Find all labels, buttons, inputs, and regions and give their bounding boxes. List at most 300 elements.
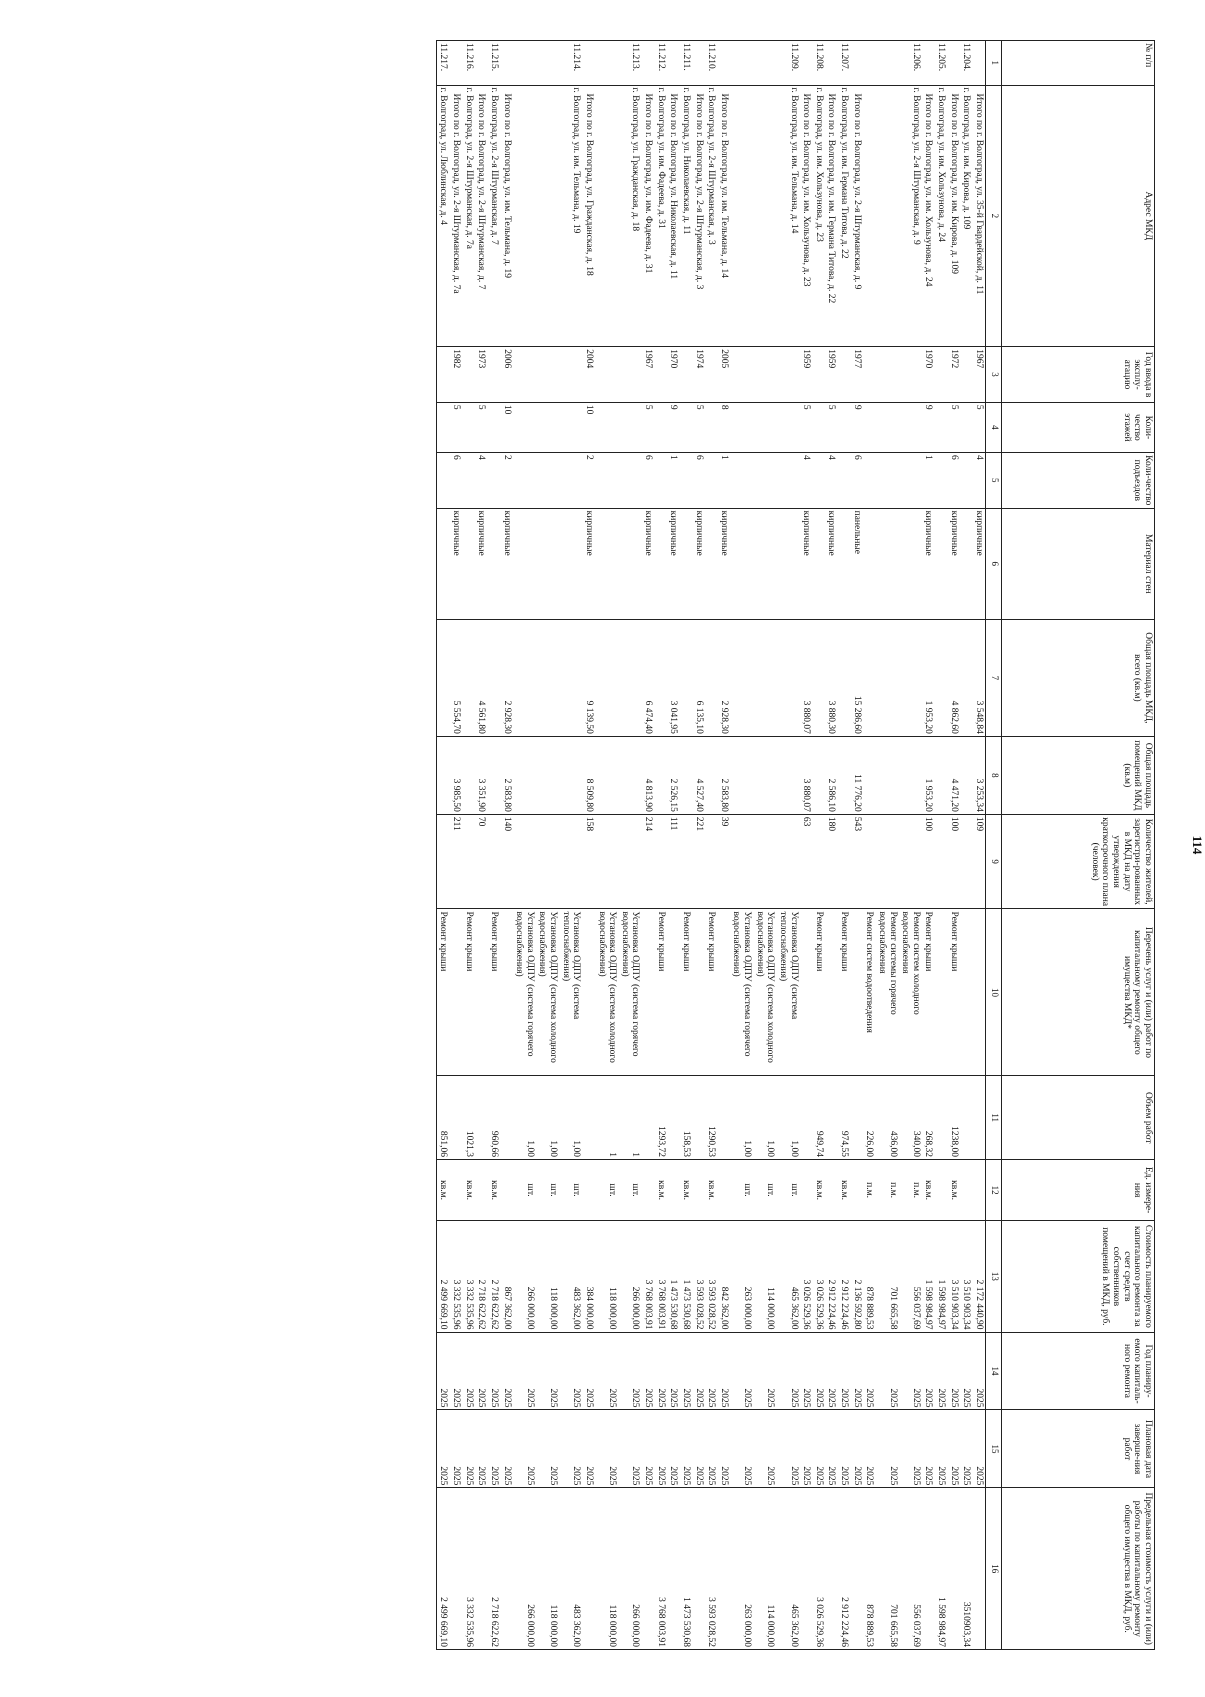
- cell-limit-cost: 2 499 669,10: [436, 1488, 449, 1650]
- cell-completion-year: 2025: [679, 1410, 692, 1488]
- cell-residents: [960, 814, 973, 909]
- cell-row-number: [475, 41, 488, 86]
- cell-year-built: 1970: [667, 347, 680, 403]
- cell-total-area: [436, 619, 449, 736]
- cell-entrances: [595, 452, 618, 508]
- cell-total-area: 6 135,10: [692, 619, 705, 736]
- cell-year-built: [753, 347, 776, 403]
- cell-row-number: [800, 41, 813, 86]
- cell-residents: 543: [850, 814, 863, 909]
- cell-entrances: [559, 452, 582, 508]
- cell-floors: [705, 402, 718, 452]
- cell-entrances: 2: [500, 452, 513, 508]
- cell-completion-year: 2025: [559, 1410, 582, 1488]
- table-row: [436, 41, 449, 1650]
- cell-wall-material: [618, 508, 641, 619]
- cell-entrances: 4: [800, 452, 813, 508]
- cell-residents: [462, 814, 475, 909]
- cell-floors: [863, 402, 876, 452]
- cell-unit: кв.м.: [679, 1159, 692, 1220]
- cell-repair-year: 2025: [812, 1332, 825, 1410]
- cell-floors: [753, 402, 776, 452]
- table-row: [935, 41, 948, 1650]
- cell-repair-year: 2025: [863, 1332, 876, 1410]
- cell-limit-cost: 1 598 984,97: [935, 1488, 948, 1650]
- cell-entrances: 4: [972, 452, 985, 508]
- cell-limit-cost: 701 665,58: [875, 1488, 898, 1650]
- cell-work-type: Ремонт крыши: [812, 909, 825, 1076]
- cell-floors: 9: [667, 402, 680, 452]
- cell-premises-area: [679, 736, 692, 814]
- col-header: Перечень услуг и (или) работ по капитальному ремонту общего имущества МКД*: [1002, 909, 1155, 1076]
- cell-work-type: [972, 909, 985, 1076]
- cell-repair-year: 2025: [513, 1332, 536, 1410]
- cell-year-built: 2006: [500, 347, 513, 403]
- cell-limit-cost: [582, 1488, 595, 1650]
- cell-entrances: [753, 452, 776, 508]
- cell-total-area: [730, 619, 753, 736]
- table-row: [654, 41, 667, 1650]
- cell-row-number: [947, 41, 960, 86]
- cell-total-area: 15 286,60: [850, 619, 863, 736]
- cell-row-number: 11.212.: [654, 41, 667, 86]
- cell-work-volume: 1: [595, 1076, 618, 1160]
- cell-cost: 3 510 903,34: [947, 1221, 960, 1332]
- cell-total-area: [899, 619, 922, 736]
- cell-work-volume: 949,74: [812, 1076, 825, 1160]
- cell-premises-area: 4 471,20: [947, 736, 960, 814]
- cell-total-area: 3 041,95: [667, 619, 680, 736]
- cell-year-built: [436, 347, 449, 403]
- cell-unit: кв.м.: [947, 1159, 960, 1220]
- cell-total-area: 4 862,60: [947, 619, 960, 736]
- cell-cost: 118 000,00: [536, 1221, 559, 1332]
- cell-work-type: [475, 909, 488, 1076]
- column-number: 4: [986, 402, 1002, 452]
- cell-premises-area: 4 527,40: [692, 736, 705, 814]
- cell-year-built: 1977: [850, 347, 863, 403]
- cell-premises-area: [559, 736, 582, 814]
- cell-premises-area: 3 880,07: [800, 736, 813, 814]
- cell-work-type: Ремонт системы горячего водоснабжения: [875, 909, 898, 1076]
- cell-repair-year: 2025: [462, 1332, 475, 1410]
- cell-entrances: [875, 452, 898, 508]
- cell-repair-year: 2025: [947, 1332, 960, 1410]
- cell-work-volume: 158,53: [679, 1076, 692, 1160]
- cell-cost: 384 000,00: [582, 1221, 595, 1332]
- cell-entrances: 6: [850, 452, 863, 508]
- cell-entrances: 4: [475, 452, 488, 508]
- cell-floors: [595, 402, 618, 452]
- cell-total-area: [513, 619, 536, 736]
- cell-limit-cost: [667, 1488, 680, 1650]
- cell-total-area: [679, 619, 692, 736]
- cell-floors: 5: [450, 402, 463, 452]
- cell-work-volume: 1,00: [513, 1076, 536, 1160]
- cell-work-volume: 1,00: [730, 1076, 753, 1160]
- cell-residents: 109: [972, 814, 985, 909]
- cell-completion-year: 2025: [513, 1410, 536, 1488]
- cell-floors: [654, 402, 667, 452]
- cell-year-built: 2005: [717, 347, 730, 403]
- cell-year-built: 1959: [800, 347, 813, 403]
- cell-entrances: [679, 452, 692, 508]
- cell-completion-year: 2025: [812, 1410, 825, 1488]
- cell-total-area: [462, 619, 475, 736]
- cell-wall-material: панельные: [850, 508, 863, 619]
- cell-residents: 63: [800, 814, 813, 909]
- cell-address: г. Волгоград, ул. им. Кирова, д. 109: [960, 85, 973, 347]
- cell-year-built: [462, 347, 475, 403]
- cell-wall-material: [863, 508, 876, 619]
- cell-cost: 2 912 224,46: [838, 1221, 851, 1332]
- cell-work-volume: 1,00: [776, 1076, 799, 1160]
- cell-address: [513, 85, 536, 347]
- cell-entrances: [462, 452, 475, 508]
- cell-cost: 266 000,00: [618, 1221, 641, 1332]
- cell-row-number: [536, 41, 559, 86]
- cell-cost: 556 037,69: [899, 1221, 922, 1332]
- table-row: [838, 41, 851, 1650]
- cell-total-area: [654, 619, 667, 736]
- cell-residents: [730, 814, 753, 909]
- cell-wall-material: кирпичные: [922, 508, 935, 619]
- cell-floors: [812, 402, 825, 452]
- cell-wall-material: кирпичные: [450, 508, 463, 619]
- cell-residents: 214: [642, 814, 655, 909]
- cell-address: г. Волгоград, ул. им. Хользунова, д. 24: [935, 85, 948, 347]
- cell-cost: 3 026 529,36: [812, 1221, 825, 1332]
- table-row: [679, 41, 692, 1650]
- cell-row-number: [513, 41, 536, 86]
- cell-entrances: [776, 452, 799, 508]
- table-row-total: [800, 41, 813, 1650]
- cell-residents: [899, 814, 922, 909]
- cell-premises-area: [536, 736, 559, 814]
- table-row: [812, 41, 825, 1650]
- cell-wall-material: [730, 508, 753, 619]
- cell-entrances: 6: [642, 452, 655, 508]
- cell-completion-year: 2025: [850, 1410, 863, 1488]
- cell-wall-material: [838, 508, 851, 619]
- cell-floors: 9: [850, 402, 863, 452]
- cell-limit-cost: [642, 1488, 655, 1650]
- cell-limit-cost: 266 000,00: [618, 1488, 641, 1650]
- cell-repair-year: 2025: [800, 1332, 813, 1410]
- cell-completion-year: 2025: [730, 1410, 753, 1488]
- cell-total-area: [618, 619, 641, 736]
- cell-row-number: [642, 41, 655, 86]
- cell-repair-year: 2025: [850, 1332, 863, 1410]
- cell-residents: [812, 814, 825, 909]
- cell-residents: 39: [717, 814, 730, 909]
- cell-wall-material: кирпичные: [582, 508, 595, 619]
- cell-completion-year: 2025: [972, 1410, 985, 1488]
- cell-row-number: 11.208.: [812, 41, 825, 86]
- cell-unit: кв.м.: [838, 1159, 851, 1220]
- cell-cost: 2 499 669,10: [436, 1221, 449, 1332]
- cell-work-volume: 226,00: [863, 1076, 876, 1160]
- cell-year-built: [776, 347, 799, 403]
- column-number: 8: [986, 736, 1002, 814]
- cell-work-volume: 436,00: [875, 1076, 898, 1160]
- cell-floors: 5: [692, 402, 705, 452]
- cell-unit: [642, 1159, 655, 1220]
- cell-repair-year: 2025: [667, 1332, 680, 1410]
- table-row: [776, 41, 799, 1650]
- cell-unit: кв.м.: [922, 1159, 935, 1220]
- cell-total-area: 3 880,07: [800, 619, 813, 736]
- cell-wall-material: [899, 508, 922, 619]
- cell-premises-area: 8 509,80: [582, 736, 595, 814]
- cell-floors: [776, 402, 799, 452]
- cell-address: Итого по г. Волгоград, ул. им. Хользунова, д. 23: [800, 85, 813, 347]
- rotated-page: [55, 40, 1205, 1650]
- cell-cost: 3 026 529,36: [800, 1221, 813, 1332]
- cell-work-type: [935, 909, 948, 1076]
- cell-unit: кв.м.: [436, 1159, 449, 1220]
- cell-unit: шт.: [513, 1159, 536, 1220]
- cell-cost: 2 136 592,80: [850, 1221, 863, 1332]
- cell-total-area: [705, 619, 718, 736]
- cell-total-area: [595, 619, 618, 736]
- cell-total-area: [812, 619, 825, 736]
- cell-limit-cost: [450, 1488, 463, 1650]
- col-header: Объем работ: [1002, 1076, 1155, 1160]
- cell-residents: [618, 814, 641, 909]
- cell-cost: 3 593 028,52: [692, 1221, 705, 1332]
- cell-entrances: [436, 452, 449, 508]
- column-number: 3: [986, 347, 1002, 403]
- cell-repair-year: 2025: [960, 1332, 973, 1410]
- cell-completion-year: 2025: [863, 1410, 876, 1488]
- cell-year-built: [595, 347, 618, 403]
- cell-floors: 10: [582, 402, 595, 452]
- cell-limit-cost: 556 037,69: [899, 1488, 922, 1650]
- cell-cost: 3 768 003,91: [654, 1221, 667, 1332]
- col-header: Коли-чество этажей: [1002, 402, 1155, 452]
- cell-cost: 842 362,00: [717, 1221, 730, 1332]
- cell-work-volume: [850, 1076, 863, 1160]
- cell-wall-material: [812, 508, 825, 619]
- column-number: 13: [986, 1221, 1002, 1332]
- cell-entrances: 4: [825, 452, 838, 508]
- cell-wall-material: [776, 508, 799, 619]
- cell-residents: [875, 814, 898, 909]
- cell-work-type: Установка ОДПУ (система горячего водоснабжения): [730, 909, 753, 1076]
- cell-premises-area: 2 583,80: [717, 736, 730, 814]
- cell-work-volume: [667, 1076, 680, 1160]
- cell-work-type: [642, 909, 655, 1076]
- cell-address: г. Волгоград, ул. 2-я Штурманская, д. 7а: [462, 85, 475, 347]
- cell-total-area: [838, 619, 851, 736]
- cell-work-volume: [935, 1076, 948, 1160]
- table-row-total: [667, 41, 680, 1650]
- cell-residents: 111: [667, 814, 680, 909]
- cell-row-number: 11.204.: [960, 41, 973, 86]
- cell-premises-area: [960, 736, 973, 814]
- cell-repair-year: 2025: [717, 1332, 730, 1410]
- col-header: Коли-чество подъездов: [1002, 452, 1155, 508]
- cell-address: [753, 85, 776, 347]
- cell-address: [536, 85, 559, 347]
- cell-cost: 878 889,53: [863, 1221, 876, 1332]
- cell-completion-year: 2025: [618, 1410, 641, 1488]
- cell-limit-cost: [825, 1488, 838, 1650]
- column-number: 11: [986, 1076, 1002, 1160]
- cell-cost: 263 000,00: [730, 1221, 753, 1332]
- cell-wall-material: [654, 508, 667, 619]
- cell-residents: 158: [582, 814, 595, 909]
- cell-floors: 5: [642, 402, 655, 452]
- cell-floors: 5: [947, 402, 960, 452]
- cell-work-type: [500, 909, 513, 1076]
- cell-cost: 118 000,00: [595, 1221, 618, 1332]
- cell-residents: [776, 814, 799, 909]
- cell-repair-year: 2025: [487, 1332, 500, 1410]
- cell-work-type: Ремонт систем водоотведения: [863, 909, 876, 1076]
- cell-limit-cost: [500, 1488, 513, 1650]
- cell-work-type: [850, 909, 863, 1076]
- cell-residents: [863, 814, 876, 909]
- cell-address: [595, 85, 618, 347]
- col-header: Стоимость планируемого капитального ремонта за счет средств собственников помещений в МКД, руб.: [1002, 1221, 1155, 1332]
- cell-completion-year: 2025: [654, 1410, 667, 1488]
- cell-address: г. Волгоград, ул. Гражданская, д. 18: [618, 85, 641, 347]
- cell-year-built: [875, 347, 898, 403]
- cell-work-volume: 1021,3: [462, 1076, 475, 1160]
- cell-row-number: 11.214.: [559, 41, 582, 86]
- cell-completion-year: 2025: [753, 1410, 776, 1488]
- cell-unit: кв.м.: [487, 1159, 500, 1220]
- cell-premises-area: [705, 736, 718, 814]
- cell-work-type: Установка ОДПУ (система теплоснабжения): [559, 909, 582, 1076]
- cell-premises-area: [753, 736, 776, 814]
- cell-limit-cost: [850, 1488, 863, 1650]
- cell-work-volume: 340,00: [899, 1076, 922, 1160]
- cell-work-type: Установка ОДПУ (система горячего водоснабжения): [513, 909, 536, 1076]
- cell-floors: [462, 402, 475, 452]
- column-number: 10: [986, 909, 1002, 1076]
- cell-limit-cost: 263 000,00: [730, 1488, 753, 1650]
- cell-address: Итого по г. Волгоград, ул. им. Германа Титова, д. 22: [825, 85, 838, 347]
- cell-row-number: [595, 41, 618, 86]
- cell-floors: [436, 402, 449, 452]
- cell-total-area: 5 554,70: [450, 619, 463, 736]
- column-number: 2: [986, 85, 1002, 347]
- cell-limit-cost: 3 026 529,36: [812, 1488, 825, 1650]
- cell-unit: [450, 1159, 463, 1220]
- cell-total-area: [559, 619, 582, 736]
- column-number-row: [986, 41, 1002, 1650]
- cell-wall-material: кирпичные: [947, 508, 960, 619]
- cell-wall-material: [705, 508, 718, 619]
- cell-total-area: 6 474,40: [642, 619, 655, 736]
- cell-limit-cost: 1 473 530,68: [679, 1488, 692, 1650]
- cell-row-number: [863, 41, 876, 86]
- cell-repair-year: 2025: [753, 1332, 776, 1410]
- cell-row-number: [450, 41, 463, 86]
- cell-premises-area: [513, 736, 536, 814]
- cell-completion-year: 2025: [825, 1410, 838, 1488]
- cell-cost: 2 172 440,90: [972, 1221, 985, 1332]
- table-row: [462, 41, 475, 1650]
- cell-year-built: [838, 347, 851, 403]
- cell-work-volume: [582, 1076, 595, 1160]
- cell-floors: [487, 402, 500, 452]
- cell-limit-cost: 465 362,00: [776, 1488, 799, 1650]
- cell-row-number: [972, 41, 985, 86]
- cell-completion-year: 2025: [899, 1410, 922, 1488]
- cell-repair-year: 2025: [475, 1332, 488, 1410]
- cell-wall-material: кирпичные: [972, 508, 985, 619]
- table-row: [863, 41, 876, 1650]
- cell-work-type: Установка ОДПУ (система горячего водоснабжения): [618, 909, 641, 1076]
- table-row: [536, 41, 559, 1650]
- cell-entrances: [812, 452, 825, 508]
- capital-repair-table: [436, 40, 1155, 1650]
- table-row: [559, 41, 582, 1650]
- table-row-total: [475, 41, 488, 1650]
- cell-residents: 180: [825, 814, 838, 909]
- cell-work-type: Ремонт крыши: [838, 909, 851, 1076]
- cell-unit: кв.м.: [462, 1159, 475, 1220]
- cell-row-number: 11.210.: [705, 41, 718, 86]
- cell-floors: 5: [800, 402, 813, 452]
- table-row: [705, 41, 718, 1650]
- cell-completion-year: 2025: [642, 1410, 655, 1488]
- cell-wall-material: кирпичные: [475, 508, 488, 619]
- cell-unit: п.м.: [875, 1159, 898, 1220]
- cell-entrances: 1: [922, 452, 935, 508]
- cell-work-volume: 1,00: [559, 1076, 582, 1160]
- cell-unit: шт.: [595, 1159, 618, 1220]
- cell-address: Итого по г. Волгоград, ул. 2-я Штурманская, д. 7: [475, 85, 488, 347]
- cell-residents: [536, 814, 559, 909]
- cell-floors: [559, 402, 582, 452]
- cell-address: Итого по г. Волгоград, ул. им. Кирова, д. 109: [947, 85, 960, 347]
- cell-repair-year: 2025: [705, 1332, 718, 1410]
- cell-work-type: Установка ОДПУ (система теплоснабжения): [776, 909, 799, 1076]
- cell-limit-cost: 3 332 535,96: [462, 1488, 475, 1650]
- cell-limit-cost: 483 362,00: [559, 1488, 582, 1650]
- cell-premises-area: 2 583,80: [500, 736, 513, 814]
- cell-limit-cost: 2 912 224,46: [838, 1488, 851, 1650]
- cell-address: [863, 85, 876, 347]
- cell-floors: 9: [922, 402, 935, 452]
- cell-year-built: 1974: [692, 347, 705, 403]
- table-row-total: [500, 41, 513, 1650]
- col-header: Общая площадь МКД, всего (кв.м): [1002, 619, 1155, 736]
- cell-completion-year: 2025: [475, 1410, 488, 1488]
- cell-premises-area: [935, 736, 948, 814]
- cell-address: Итого по г. Волгоград, ул. 35-й Гвардейской, д. 11: [972, 85, 985, 347]
- table-row-total: [450, 41, 463, 1650]
- table-row: [960, 41, 973, 1650]
- cell-address: г. Волгоград, ул. им. Фадеева, д. 31: [654, 85, 667, 347]
- cell-premises-area: [595, 736, 618, 814]
- cell-total-area: [863, 619, 876, 736]
- cell-completion-year: 2025: [667, 1410, 680, 1488]
- cell-repair-year: 2025: [679, 1332, 692, 1410]
- cell-premises-area: [654, 736, 667, 814]
- cell-work-type: Установка ОДПУ (система холодного водоснабжения): [753, 909, 776, 1076]
- cell-completion-year: 2025: [717, 1410, 730, 1488]
- cell-floors: 10: [500, 402, 513, 452]
- cell-premises-area: [838, 736, 851, 814]
- cell-work-volume: [450, 1076, 463, 1160]
- cell-limit-cost: [972, 1488, 985, 1650]
